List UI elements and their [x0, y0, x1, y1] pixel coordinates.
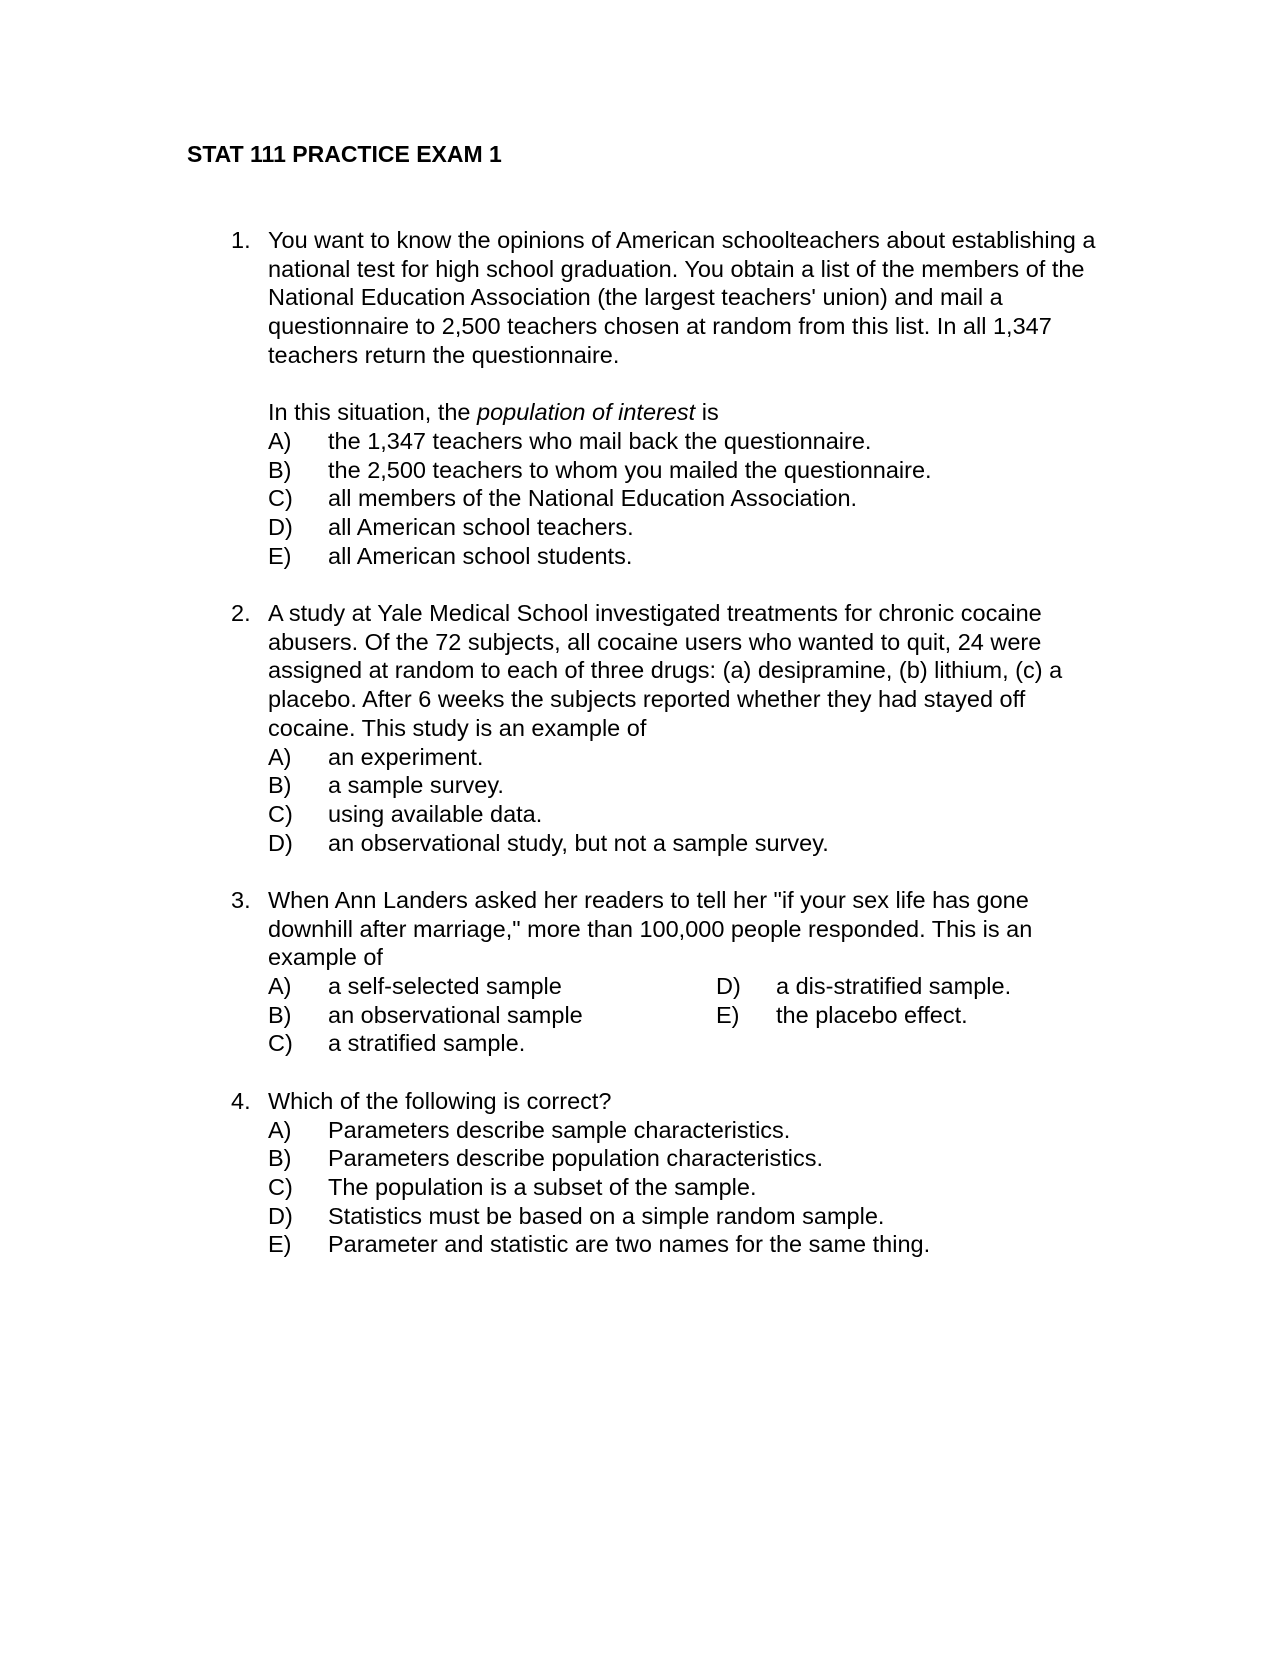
option-letter: B) [268, 1001, 292, 1028]
option-letter: C) [268, 1030, 293, 1057]
option-text: a stratified sample. [328, 1030, 526, 1057]
question-text-line: Which of the following is correct? [268, 1087, 612, 1114]
question-number: 2. [231, 600, 251, 627]
answer-options [268, 1116, 1171, 1259]
option-letter: A) [268, 1116, 292, 1143]
option-letter: C) [268, 800, 293, 827]
option-letter: C) [268, 1173, 293, 1200]
option-text: a self-selected sample [328, 973, 562, 1000]
option-letter: E) [716, 1001, 740, 1028]
question-prompt [268, 398, 1171, 427]
option-text: all members of the National Education Association. [328, 485, 858, 512]
option-text: the placebo effect. [776, 1001, 968, 1028]
answer-option-c [268, 1173, 1171, 1202]
answer-option-d [716, 972, 1136, 1001]
option-text: The population is a subset of the sample. [328, 1173, 757, 1200]
question-number: 3. [231, 886, 251, 913]
question-text-line: When Ann Landers asked her readers to tell her "if your sex life has gone [268, 886, 1029, 913]
question-text-line: National Education Association (the largest teachers' union) and mail a [268, 284, 1003, 311]
option-letter: E) [268, 542, 292, 569]
option-text: an observational sample [328, 1001, 583, 1028]
option-letter: A) [268, 973, 292, 1000]
option-text: a sample survey. [328, 772, 504, 799]
question-2 [231, 599, 1171, 857]
answer-option-b [268, 1001, 708, 1030]
answer-option-d [268, 1202, 1171, 1231]
answer-options [268, 972, 1171, 1058]
answer-options-right-column [716, 972, 1136, 1029]
question-list [231, 226, 1171, 1288]
page-title: STAT 111 PRACTICE EXAM 1 [187, 141, 502, 167]
question-text-line: national test for high school graduation. You obtain a list of the members of the [268, 255, 1085, 282]
answer-option-c [268, 800, 1171, 829]
option-letter: D) [268, 829, 293, 856]
option-letter: A) [268, 427, 292, 454]
question-3 [231, 886, 1171, 1058]
question-text-line: placebo. After 6 weeks the subjects reported whether they had stayed off [268, 686, 1026, 713]
answer-option-e [268, 542, 1171, 571]
prompt-before: In this situation, the [268, 399, 478, 426]
question-text-line: assigned at random to each of three drugs: (a) desipramine, (b) lithium, (c) a [268, 657, 1063, 684]
option-text: Parameter and statistic are two names for the same thing. [328, 1231, 931, 1258]
question-number: 4. [231, 1087, 251, 1114]
option-letter: A) [268, 743, 292, 770]
prompt-after: is [695, 399, 719, 426]
option-letter: D) [268, 513, 293, 540]
option-text: using available data. [328, 800, 543, 827]
option-text: all American school teachers. [328, 513, 634, 540]
answer-option-c [268, 484, 1171, 513]
option-text: the 2,500 teachers to whom you mailed the questionnaire. [328, 456, 932, 483]
option-letter: D) [268, 1202, 293, 1229]
option-text: the 1,347 teachers who mail back the questionnaire. [328, 427, 872, 454]
prompt-emphasis: population of interest [477, 399, 696, 426]
question-text-line: A study at Yale Medical School investigated treatments for chronic cocaine [268, 600, 1042, 627]
option-letter: D) [716, 973, 741, 1000]
option-letter: B) [268, 456, 292, 483]
option-text: Parameters describe population characteristics. [328, 1145, 824, 1172]
option-letter: B) [268, 772, 292, 799]
question-text-line: abusers. Of the 72 subjects, all cocaine users who wanted to quit, 24 were [268, 628, 1042, 655]
question-text-line: downhill after marriage," more than 100,000 people responded. This is an [268, 915, 1033, 942]
answer-option-a [268, 743, 1171, 772]
answer-option-c [268, 1029, 708, 1058]
answer-options [268, 427, 1171, 570]
answer-option-a [268, 1116, 1171, 1145]
option-letter: B) [268, 1145, 292, 1172]
option-letter: E) [268, 1231, 292, 1258]
question-text-line: example of [268, 944, 383, 971]
option-text: an experiment. [328, 743, 484, 770]
option-text: an observational study, but not a sample survey. [328, 829, 829, 856]
question-text-line: You want to know the opinions of American schoolteachers about establishing a [268, 227, 1096, 253]
answer-option-d [268, 513, 1171, 542]
answer-option-b [268, 771, 1171, 800]
answer-options-left-column [268, 972, 708, 1058]
answer-option-b [268, 456, 1171, 485]
spacer [268, 370, 1171, 399]
option-text: Parameters describe sample characteristics. [328, 1116, 791, 1143]
answer-option-e [716, 1001, 1136, 1030]
answer-option-d [268, 829, 1171, 858]
question-number: 1. [231, 227, 251, 253]
answer-options [268, 743, 1171, 858]
option-text: a dis-stratified sample. [776, 973, 1012, 1000]
option-text: Statistics must be based on a simple random sample. [328, 1202, 885, 1229]
option-letter: C) [268, 485, 293, 512]
answer-option-a [268, 427, 1171, 456]
question-1 [231, 226, 1171, 570]
question-text-line: teachers return the questionnaire. [268, 341, 620, 368]
answer-option-b [268, 1144, 1171, 1173]
question-4 [231, 1087, 1171, 1259]
question-text-line: cocaine. This study is an example of [268, 714, 647, 741]
question-text-line: questionnaire to 2,500 teachers chosen at random from this list. In all 1,347 [268, 313, 1052, 340]
answer-option-e [268, 1230, 1171, 1259]
answer-option-a [268, 972, 708, 1001]
option-text: all American school students. [328, 542, 633, 569]
